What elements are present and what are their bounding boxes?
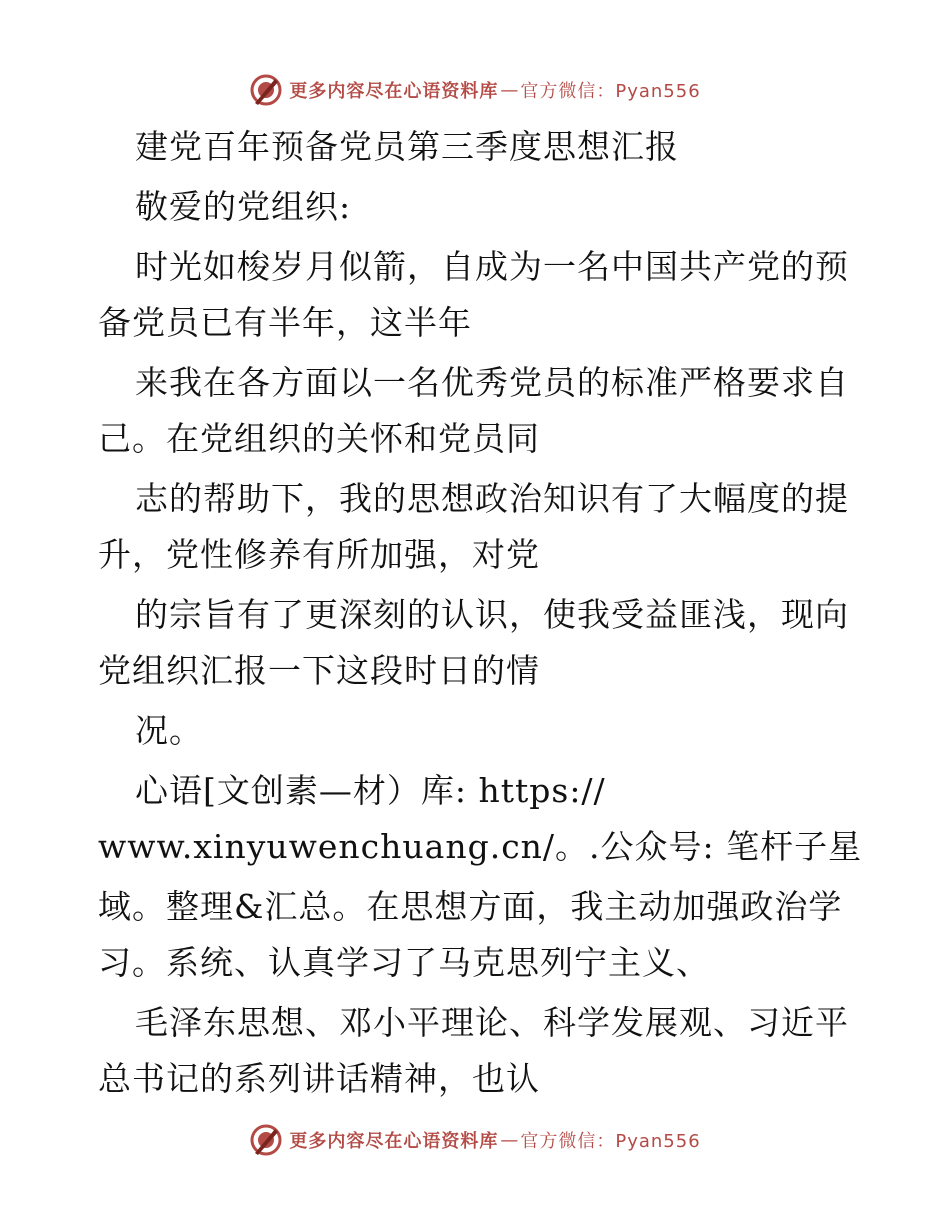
banner-wechat: 官方微信：Pyan556 (520, 1131, 701, 1152)
text-line: 时光如梭岁月似箭，自成为一名中国共产党的预 (135, 247, 849, 286)
text-line: 升，党性修养有所加强，对党 (98, 535, 540, 574)
header-watermark-banner (0, 70, 950, 110)
text-line: 况。 (135, 711, 203, 750)
document-title: 建党百年预备党员第三季度思想汇报 (135, 127, 679, 166)
text-line: 的宗旨有了更深刻的认识，使我受益匪浅，现向 (135, 595, 849, 634)
pen-logo-icon (249, 73, 283, 107)
text-line: 志的帮助下，我的思想政治知识有了大幅度的提 (135, 479, 849, 518)
banner-dash: — (500, 79, 519, 101)
text-line: 总书记的系列讲话精神，也认 (98, 1059, 540, 1098)
salutation: 敬爱的党组织: (135, 187, 352, 226)
banner-text: 更多内容尽在心语资料库 (289, 81, 499, 102)
text-line: 己。在党组织的关怀和党员同 (98, 419, 540, 458)
banner-dash: — (500, 1129, 519, 1151)
text-line: 域。整理&汇总。在思想方面，我主动加强政治学 (98, 887, 843, 926)
banner-wechat: 官方微信：Pyan556 (520, 81, 701, 102)
text-line: 心语[文创素—材）库: https:// (135, 771, 606, 810)
banner-text: 更多内容尽在心语资料库 (289, 1131, 499, 1152)
footer-watermark-banner (0, 1120, 950, 1160)
text-line: 毛泽东思想、邓小平理论、科学发展观、习近平 (135, 1003, 849, 1042)
text-line: 备党员已有半年，这半年 (98, 303, 472, 342)
text-line: 党组织汇报一下这段时日的情 (98, 651, 540, 690)
text-line: 习。系统、认真学习了马克思列宁主义、 (98, 943, 710, 982)
text-line: www.xinyuwenchuang.cn/。.公众号: 笔杆子星 (98, 827, 863, 866)
text-line: 来我在各方面以一名优秀党员的标准严格要求自 (135, 363, 849, 402)
pen-logo-icon (249, 1123, 283, 1157)
